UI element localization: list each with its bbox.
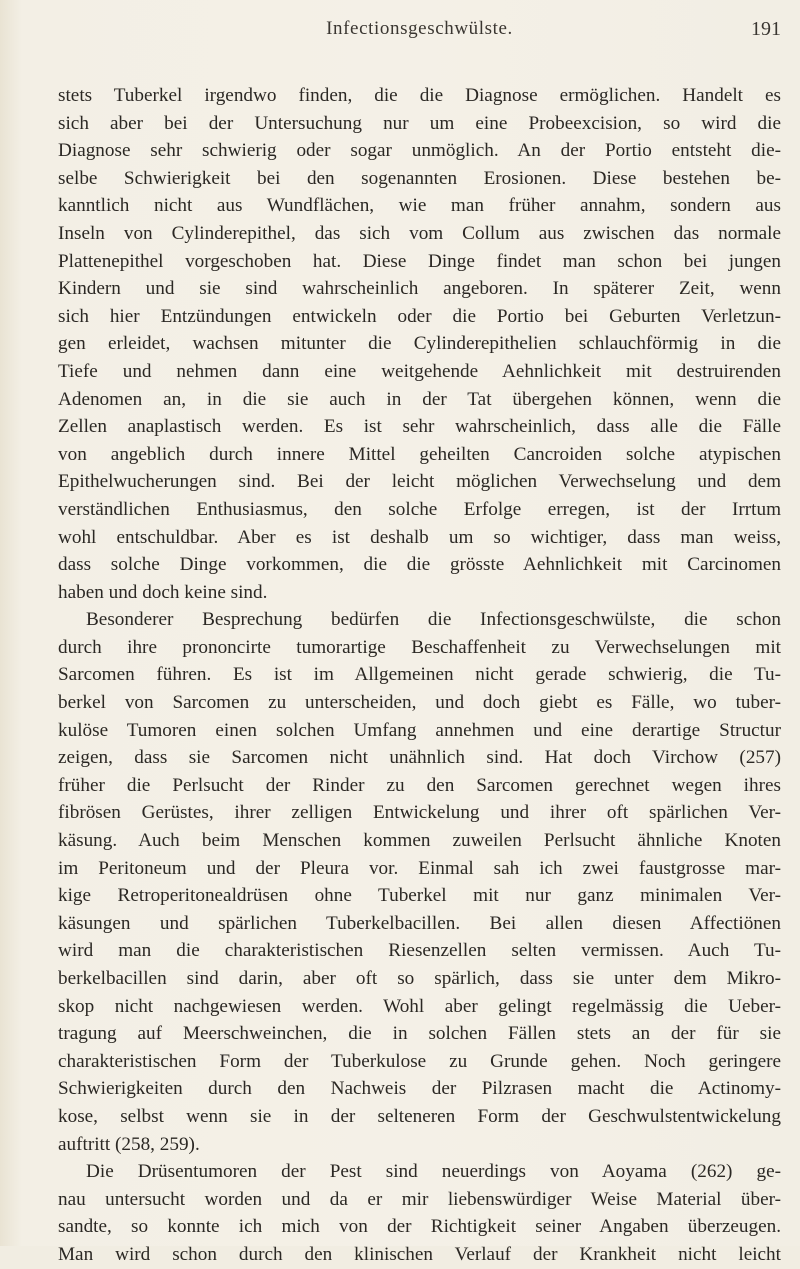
- text-line: Sarcomen führen. Es ist im Allgemeinen nicht gerade schwierig, die Tu-: [58, 664, 781, 686]
- text-line: sich hier Entzündungen entwickeln oder die Portio bei Geburten Verletzun-: [58, 305, 781, 327]
- text-line: im Peritoneum und der Pleura vor. Einmal sah ich zwei faustgrosse mar-: [58, 857, 781, 879]
- text-line: kulöse Tumoren einen solchen Umfang annehmen und eine derartige Structur: [58, 719, 781, 741]
- text-line: Inseln von Cylinderepithel, das sich vom Collum aus zwischen das normale: [58, 222, 781, 244]
- text-line: berkelbacillen sind darin, aber oft so spärlich, dass sie unter dem Mikro-: [58, 968, 781, 989]
- paragraph-first-line: Besonderer Besprechung bedürfen die Infectionsgeschwülste, die schon: [86, 609, 781, 631]
- body-text: [58, 82, 781, 1269]
- text-line: nau untersucht worden und da er mir liebenswürdiger Weise Material über-: [58, 1188, 781, 1210]
- text-line: auftritt (258, 259).: [58, 1133, 200, 1155]
- text-line: wohl entschuldbar. Aber es ist deshalb um so wichtiger, dass man weiss,: [58, 526, 781, 548]
- text-line: fibrösen Gerüstes, ihrer zelligen Entwickelung und ihrer oft spärlichen Ver-: [58, 802, 781, 824]
- text-line: von angeblich durch innere Mittel geheilten Cancroiden solche atypischen: [58, 443, 781, 465]
- text-line: berkel von Sarcomen zu unterscheiden, und doch giebt es Fälle, wo tuber-: [58, 692, 781, 714]
- text-line: stets Tuberkel irgendwo finden, die die Diagnose ermöglichen. Handelt es: [58, 85, 781, 106]
- text-line: durch ihre prononcirte tumorartige Beschaffenheit zu Verwechselungen mit: [58, 636, 781, 658]
- text-line: tragung auf Meerschweinchen, die in solchen Fällen stets an der für sie: [58, 1023, 781, 1045]
- text-line: gen erleidet, wachsen mitunter die Cylinderepithelien schlauchförmig in die: [58, 333, 781, 355]
- text-line: haben und doch keine sind.: [58, 581, 268, 603]
- text-line: Schwierigkeiten durch den Nachweis der Pilzrasen macht die Actinomy-: [58, 1078, 781, 1100]
- text-line: Kindern und sie sind wahrscheinlich angeboren. In späterer Zeit, wenn: [58, 278, 781, 300]
- text-line: käsungen und spärlichen Tuberkelbacillen. Bei allen diesen Affectiönen: [58, 912, 781, 934]
- text-line: Man wird schon durch den klinischen Verlauf der Krankheit nicht leicht: [58, 1243, 781, 1265]
- page-number: 191: [751, 18, 781, 40]
- text-line: Plattenepithel vorgeschoben hat. Diese Dinge findet man schon bei jungen: [58, 250, 781, 272]
- text-line: kanntlich nicht aus Wundflächen, wie man früher annahm, sondern aus: [58, 195, 781, 217]
- text-line: Tiefe und nehmen dann eine weitgehende Aehnlichkeit mit destruirenden: [58, 360, 781, 382]
- text-line: Adenomen an, in die sie auch in der Tat übergehen können, wenn die: [58, 388, 781, 410]
- text-line: skop nicht nachgewiesen werden. Wohl aber gelingt regelmässig die Ueber-: [58, 995, 781, 1017]
- text-line: kige Retroperitonealdrüsen ohne Tuberkel mit nur ganz minimalen Ver-: [58, 885, 781, 907]
- text-line: kose, selbst wenn sie in der selteneren Form der Geschwulstentwickelung: [58, 1105, 781, 1127]
- page-header: [58, 18, 781, 46]
- text-line: charakteristischen Form der Tuberkulose zu Grunde gehen. Noch geringere: [58, 1050, 781, 1072]
- text-line: sandte, so konnte ich mich von der Richtigkeit seiner Angaben überzeugen.: [58, 1216, 781, 1238]
- text-line: früher die Perlsucht der Rinder zu den Sarcomen gerechnet wegen ihres: [58, 774, 781, 796]
- text-line: zeigen, dass sie Sarcomen nicht unähnlich sind. Hat doch Virchow (257): [58, 747, 781, 769]
- text-line: Zellen anaplastisch werden. Es ist sehr wahrscheinlich, dass alle die Fälle: [58, 416, 781, 438]
- text-line: wird man die charakteristischen Riesenzellen selten vermissen. Auch Tu-: [58, 940, 781, 962]
- paragraph-first-line: Die Drüsentumoren der Pest sind neuerdings von Aoyama (262) ge-: [86, 1161, 781, 1183]
- running-title: Infectionsgeschwülste.: [326, 18, 513, 39]
- text-line: Diagnose sehr schwierig oder sogar unmöglich. An der Portio entsteht die-: [58, 140, 781, 162]
- text-line: käsung. Auch beim Menschen kommen zuweilen Perlsucht ähnliche Knoten: [58, 830, 781, 852]
- text-line: verständlichen Enthusiasmus, den solche Erfolge erregen, ist der Irrtum: [58, 498, 781, 520]
- text-line: sich aber bei der Untersuchung nur um eine Probeexcision, so wird die: [58, 112, 781, 134]
- text-line: dass solche Dinge vorkommen, die die grösste Aehnlichkeit mit Carcinomen: [58, 554, 781, 576]
- text-line: selbe Schwierigkeit bei den sogenannten Erosionen. Diese bestehen be-: [58, 167, 781, 189]
- text-line: Epithelwucherungen sind. Bei der leicht möglichen Verwechselung und dem: [58, 471, 781, 493]
